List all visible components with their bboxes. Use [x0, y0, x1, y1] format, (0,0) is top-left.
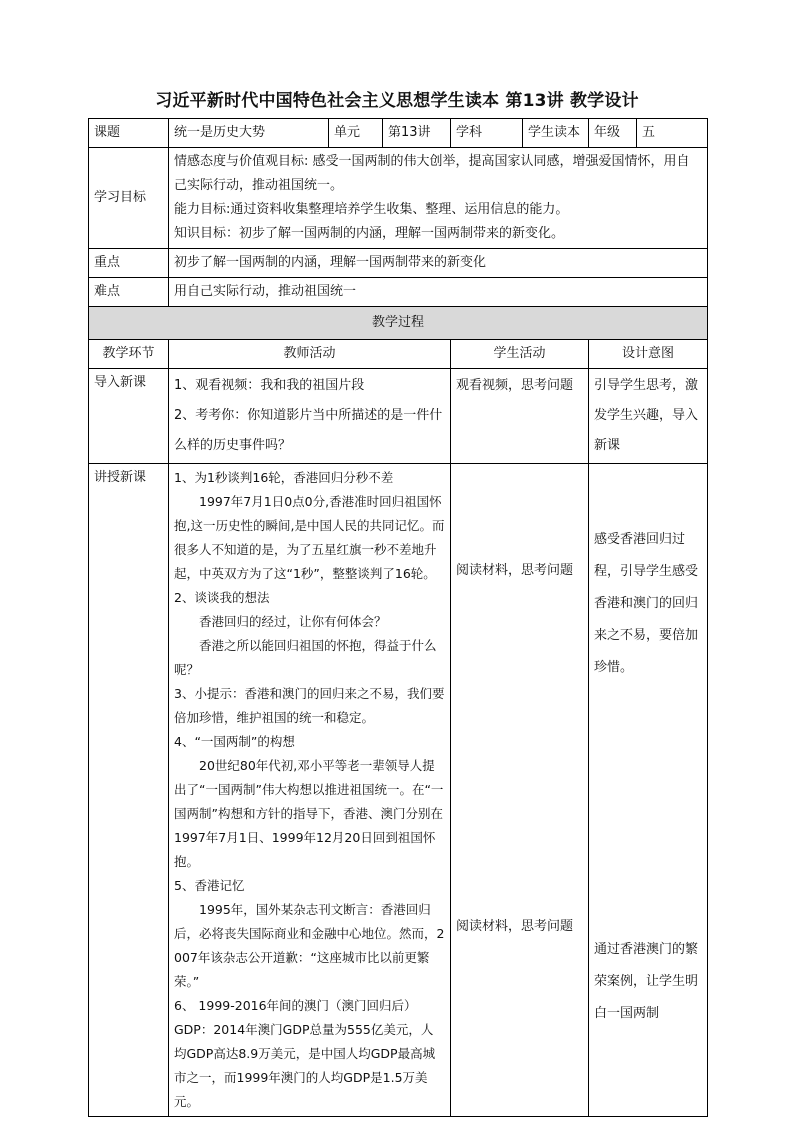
intro-student: 观看视频，思考问题: [451, 369, 589, 464]
goals-content: [169, 148, 708, 249]
section-body: 1995年，国外某杂志刊文断言：香港回归后，必将丧失国际商业和金融中心地位。然而，2007年该杂志公开道歉：“这座城市比以前更繁荣。”: [174, 902, 445, 989]
section-title: 5、香港记忆: [174, 878, 245, 893]
section-body: 1997年7月1日0点0分,香港准时回归祖国怀抱,这一历史性的瞬间,是中国人民的共同记忆。而很多人不知道的是，为了五星红旗一秒不差地升起，中英双方为了这“1秒”，整整谈判了16轮。: [174, 494, 445, 581]
section-body: GDP：2014年澳门GDP总量为555亿美元，人均GDP高达8.9万美元，是中国人均GDP最高城市之一，而1999年澳门的人均GDP是1.5万美元。: [174, 1022, 436, 1109]
intro-row: [89, 369, 708, 464]
difficulty-value: 用自己实际行动，推动祖国统一: [169, 278, 708, 307]
page-title: 习近平新时代中国特色社会主义思想学生读本 第13讲 教学设计: [155, 91, 639, 111]
section-title: 6、 1999-2016年间的澳门（澳门回归后）: [174, 998, 417, 1013]
goals-row: [89, 148, 708, 249]
section-body: 20世纪80年代初,邓小平等老一辈领导人提出了“一国两制”伟大构想以推进祖国统一。在“一国两制”构想和方针的指导下，香港、澳门分别在1997年7月1日、1999年12月20日回到祖国怀抱。: [174, 758, 444, 869]
unit-value: 第13讲: [383, 119, 451, 148]
section-tip: 3、小提示：香港和澳门的回归来之不易，我们要倍加珍惜，维护祖国的统一和稳定。: [174, 686, 445, 725]
subject-label: 学科: [451, 119, 523, 148]
key-point-row: [89, 249, 708, 278]
topic-label: 课题: [89, 119, 169, 148]
col-header-teacher: 教师活动: [169, 340, 451, 369]
process-band-row: [89, 307, 708, 340]
section-title: 4、“一国两制”的构想: [174, 734, 295, 749]
lecture-student-b: 阅读材料，思考问题: [456, 919, 574, 934]
intro-intent: 引导学生思考，激发学生兴趣，导入新课: [589, 369, 708, 464]
lecture-student-a: 阅读材料，思考问题: [456, 563, 574, 578]
lecture-teacher: [169, 464, 451, 1117]
lecture-student: [451, 464, 589, 1117]
goals-label: 学习目标: [89, 148, 169, 249]
unit-label: 单元: [329, 119, 383, 148]
grade-label: 年级: [589, 119, 637, 148]
lecture-stage: 讲授新课: [89, 464, 169, 1117]
header-row: [89, 119, 708, 148]
lecture-intent-a: 感受香港回归过程，引导学生感受香港和澳门的回归来之不易，要倍加珍惜。: [594, 532, 699, 675]
lesson-plan-table: [88, 118, 708, 1117]
key-point-label: 重点: [89, 249, 169, 278]
intro-teacher: [169, 369, 451, 464]
process-header-row: [89, 340, 708, 369]
col-header-student: 学生活动: [451, 340, 589, 369]
intro-teacher-item: 2、考考你：你知道影片当中所描述的是一件什么样的历史事件吗？: [174, 408, 443, 453]
goal-item: 知识目标：初步了解一国两制的内涵，理解一国两制带来的新变化。: [174, 226, 565, 241]
topic-value: 统一是历史大势: [169, 119, 329, 148]
col-header-stage: 教学环节: [89, 340, 169, 369]
section-title: 2、谈谈我的想法: [174, 590, 270, 605]
goal-item: 能力目标:通过资料收集整理培养学生收集、整理、运用信息的能力。: [174, 202, 569, 217]
lecture-row: [89, 464, 708, 1117]
key-point-value: 初步了解一国两制的内涵，理解一国两制带来的新变化: [169, 249, 708, 278]
col-header-intent: 设计意图: [589, 340, 708, 369]
section-question: 香港回归的经过，让你有何体会？: [199, 614, 387, 629]
intro-stage: 导入新课: [89, 369, 169, 464]
lecture-intent-b: 通过香港澳门的繁荣案例，让学生明白一国两制: [594, 942, 699, 1021]
section-question: 香港之所以能回归祖国的怀抱，得益于什么呢？: [174, 638, 437, 677]
grade-value: 五: [637, 119, 708, 148]
lecture-intent: [589, 464, 708, 1117]
subject-value: 学生读本: [523, 119, 589, 148]
goal-item: 情感态度与价值观目标: 感受一国两制的伟大创举，提高国家认同感，增强爱国情怀，用自己实际行动，推动祖国统一。: [174, 154, 690, 193]
intro-teacher-item: 1、观看视频：我和我的祖国片段: [174, 378, 365, 393]
difficulty-label: 难点: [89, 278, 169, 307]
process-band: 教学过程: [89, 307, 708, 340]
section-title: 1、为1秒谈判16轮，香港回归分秒不差: [174, 470, 394, 485]
difficulty-row: [89, 278, 708, 307]
